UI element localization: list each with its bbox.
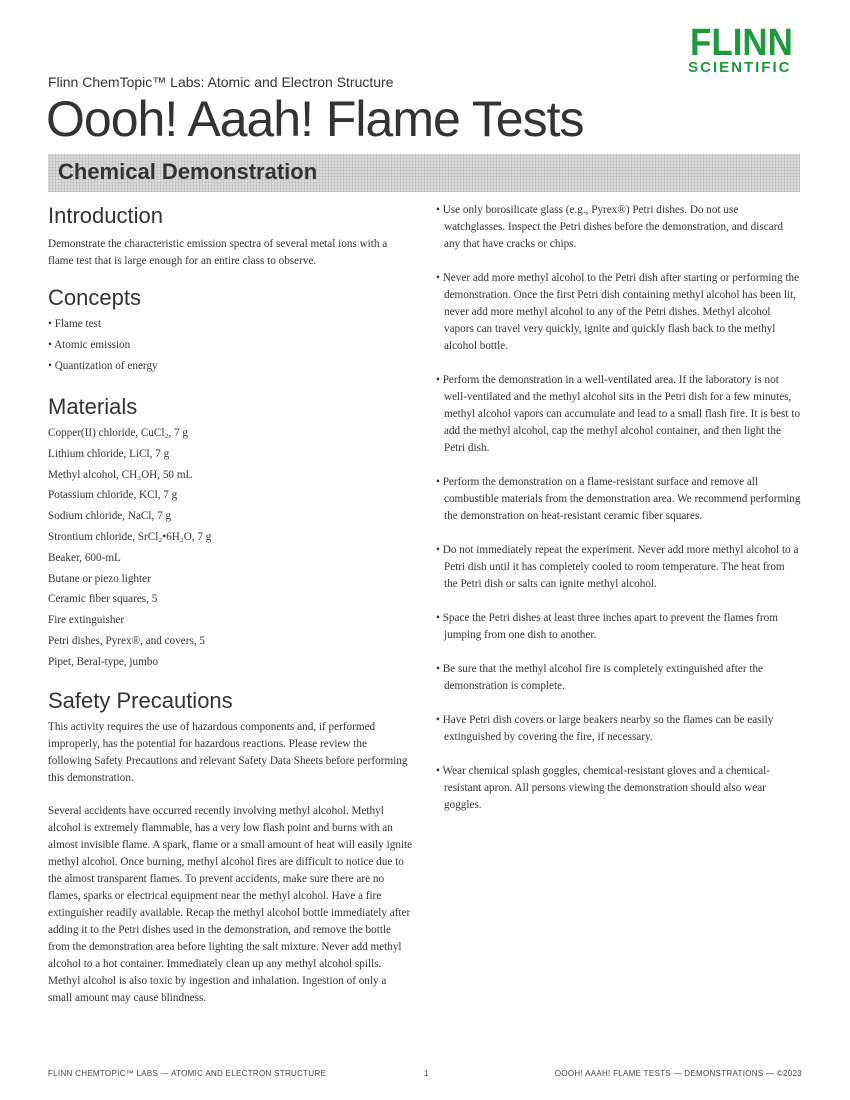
list-item: Copper(II) chloride, CuCl₂, 7 g [48, 427, 188, 439]
safety-bullet: • Space the Petri dishes at least three inches apart to prevent the flames from jumping from one dish to another. [436, 612, 778, 641]
list-item: Potassium chloride, KCl, 7 g [48, 489, 178, 502]
safety-paragraph-1: This activity requires the use of hazardous components and, if performed improperly, has the potential for hazardous reactions. Please review the following Safety Precautions and relevant Safety Data Sheets before performing this demonstration. [48, 720, 408, 784]
safety-paragraph-2: Several accidents have occurred recently involving methyl alcohol. Methyl alcohol is extremely flammable, has a very low flash point and burns with an almost invisible flame. A spark, flame or a small amount of heat will easily ignite methyl alcohol. Once burning, methyl alcohol fires are difficult to notice due to the almost transparent flames. To prevent accidents, make sure there are no flames, sparks or electrical equipment near the methyl alcohol. Have a fire extinguisher readily available. Recap the methyl alcohol bottle immediately after adding it to the Petri dishes used in the demonstration, and remove the bottle from the demonstration area before lighting the salt mixture. Never add methyl alcohol to a hot container. Immediately clean up any methyl alcohol spills. Methyl alcohol is also toxic by ingestion and inhalation. Ingestion of only a small amount may cause blindness. [48, 804, 413, 1004]
list-item: Sodium chloride, NaCl, 7 g [48, 510, 172, 523]
concepts-heading: Concepts [48, 285, 141, 310]
concepts-list [48, 314, 413, 377]
footer-right: OOOH! AAAH! FLAME TESTS — DEMONSTRATIONS — ©2023 [554, 1069, 802, 1078]
safety-bullet: • Have Petri dish covers or large beakers nearby so the flames can be easily extinguished by covering the fire, if necessary. [436, 714, 774, 743]
list-item: • Quantization of energy [48, 360, 158, 372]
list-item: • Atomic emission [48, 339, 131, 351]
right-column [436, 202, 801, 831]
list-item: Ceramic fiber squares, 5 [48, 593, 158, 606]
series-title: Flinn ChemTopic™ Labs: Atomic and Electron Structure [48, 74, 394, 90]
band-label: Chemical Demonstration [58, 159, 318, 184]
intro-text: Demonstrate the characteristic emission spectra of several metal ions with a flame test that is large enough for an entire class to observe. [48, 238, 388, 267]
safety-bullet: • Do not immediately repeat the experiment. Never add more methyl alcohol to a Petri dish until it has completely cooled to room temperature. The heat from the Petri dish or salts can ignite methyl alcohol. [436, 544, 799, 590]
logo-subtitle: SCIENTIFIC [688, 59, 792, 76]
list-item: Strontium chloride, SrCl₂•6H₂O, 7 g [48, 530, 212, 543]
safety-bullet: • Perform the demonstration on a flame-resistant surface and remove all combustible materials from the demonstration area. We recommend performing the demonstration on heat-resistant ceramic fiber squares. [436, 476, 801, 522]
section-band [48, 154, 800, 192]
safety-heading: Safety Precautions [48, 687, 233, 713]
safety-bullet: • Wear chemical splash goggles, chemical-resistant gloves and a chemical-resistant apron. All persons viewing the demonstration should also wear goggles. [436, 765, 770, 811]
safety-bullet: • Perform the demonstration in a well-ventilated area. If the laboratory is not well-ventilated and the methyl alcohol sits in the Petri dish for a few minutes, methyl alcohol vapors can accumulate and lead to a small flash fire. It is best to add the methyl alcohol, cap the methyl alcohol container, and then light the Petri dish. [436, 374, 801, 454]
safety-bullet: • Never add more methyl alcohol to the Petri dish after starting or performing the demonstration. Once the first Petri dish containing methyl alcohol has been lit, never add more methyl alcohol to any of the Petri dishes. Methyl alcohol vapors can travel very quickly, ignite and quickly flash back to the methyl alcohol bottle. [436, 272, 800, 352]
materials-heading: Materials [48, 394, 138, 419]
materials-list [48, 423, 413, 673]
list-item: Lithium chloride, LiCl, 7 g [48, 447, 170, 460]
left-column [48, 202, 413, 1007]
safety-bullet: • Use only borosilicate glass (e.g., Pyrex®) Petri dishes. Do not use watchglasses. Inspect the Petri dishes before the demonstration, and discard any that have cracks or chips. [436, 204, 783, 250]
footer-left: FLINN CHEMTOPIC™ LABS — ATOMIC AND ELECTRON STRUCTURE [48, 1069, 327, 1078]
flinn-logo [688, 22, 802, 76]
list-item: Methyl alcohol, CH₃OH, 50 mL [48, 468, 193, 481]
list-item: Pipet, Beral-type, jumbo [48, 655, 158, 668]
list-item: Fire extinguisher [48, 614, 125, 627]
list-item: Beaker, 600-mL [48, 551, 121, 564]
intro-heading: Introduction [48, 203, 163, 228]
page-title: Oooh! Aaah! Flame Tests [46, 91, 584, 147]
list-item: • Flame test [48, 318, 102, 330]
list-item: Butane or piezo lighter [48, 572, 151, 585]
safety-bullet: • Be sure that the methyl alcohol fire is completely extinguished after the demonstration is complete. [436, 663, 764, 692]
list-item: Petri dishes, Pyrex®, and covers, 5 [48, 634, 206, 647]
footer-page-number: 1 [424, 1069, 429, 1078]
logo-wordmark: FLINN [690, 22, 794, 64]
